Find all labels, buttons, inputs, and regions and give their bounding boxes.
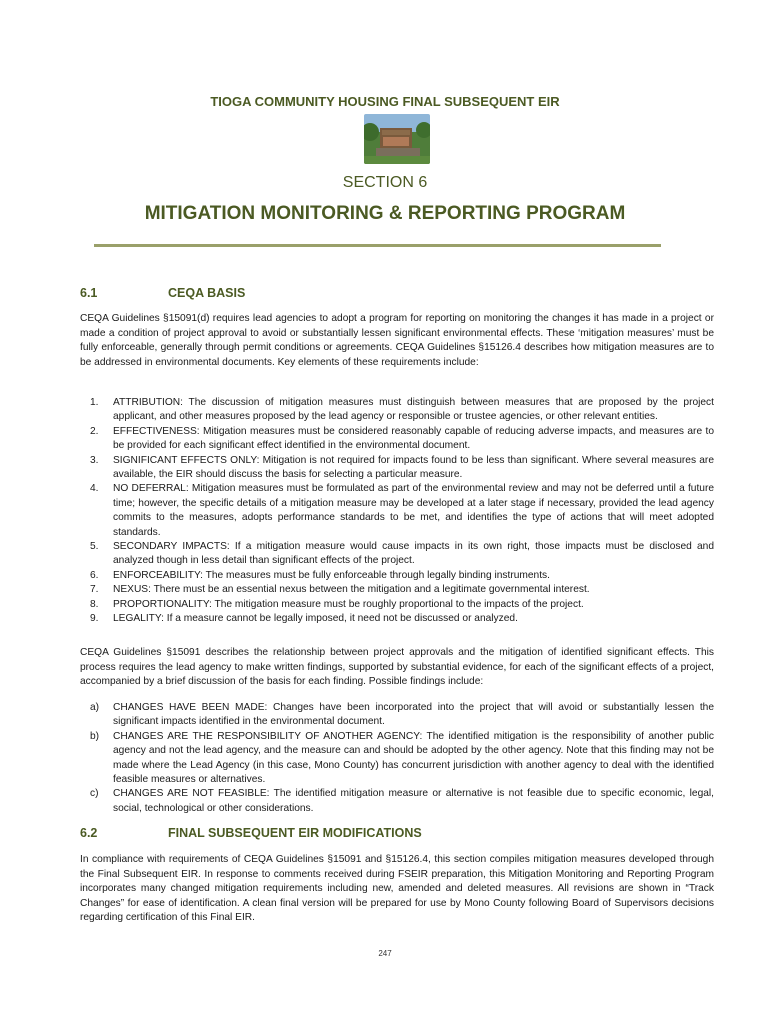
- section-number: 6.2: [80, 826, 98, 840]
- list-item: b) CHANGES ARE THE RESPONSIBILITY OF ANOTHER AGENCY: The identified mitigation is the responsibility of another public agency and not the lead agency, and the measure can and should be adopted by the other agency. Note that this finding may not be made where the Lead Agency (in this case, Mono County) has concurrent jurisdiction with another agency to deal with the identified feasible measures or alternatives.: [90, 730, 714, 786]
- section-title: CEQA BASIS: [168, 286, 246, 300]
- ceqa-basis-intro: CEQA Guidelines §15091(d) requires lead agencies to adopt a program for reporting on monitoring the changes it has made in a project or made a condition of project approval to avoid or substantially lessen significant environmental effects. These ‘mitigation measures’ must be fully enforceable, generally through permit conditions or agreements. CEQA Guidelines §15126.4 describes how mitigation measures are to be addressed in environmental documents. Key elements of these requirements include:: [80, 313, 714, 368]
- list-item: 9. LEGALITY: If a measure cannot be legally imposed, it need not be discussed or analyzed.: [90, 613, 518, 625]
- section-6-2-heading: [80, 826, 422, 840]
- list-item: 7. NEXUS: There must be an essential nexus between the mitigation and a legitimate governmental interest.: [90, 584, 590, 596]
- list-item: a) CHANGES HAVE BEEN MADE: Changes have been incorporated into the project that will avoid or substantially lessen the significant impacts identified in the environmental document.: [90, 702, 714, 728]
- section-title: FINAL SUBSEQUENT EIR MODIFICATIONS: [168, 826, 422, 840]
- list-item: 8. PROPORTIONALITY: The mitigation measure must be roughly proportional to the impacts of the project.: [90, 598, 584, 610]
- list-item: 2. EFFECTIVENESS: Mitigation measures must be considered reasonably capable of reducing adverse impacts, and measures are to be provided for each significant effect identified in the environmental document.: [90, 425, 714, 452]
- page-number: 247: [378, 949, 392, 958]
- mitigation-requirements-list: [80, 396, 714, 627]
- possible-findings-list: [80, 701, 714, 816]
- section-6-1-heading: [80, 286, 245, 300]
- document-title: TIOGA COMMUNITY HOUSING FINAL SUBSEQUENT EIR: [210, 94, 560, 109]
- list-item: 4. NO DEFERRAL: Mitigation measures must be formulated as part of the environmental review and may not be deferred until a future time; however, the specific details of a mitigation measure may be developed at a later stage if necessary, provided the lead agency commits to the measures, adopts performance standards to be met, and identifies the type of actions that will meet adopted standards.: [90, 483, 714, 538]
- list-item: c) CHANGES ARE NOT FEASIBLE: The identified mitigation measure or alternative is not feasible due to specific economic, legal, social, technological or other considerations.: [90, 788, 714, 814]
- section-heading: MITIGATION MONITORING & REPORTING PROGRAM: [144, 203, 626, 224]
- section-label: SECTION 6: [342, 174, 428, 191]
- list-item: 1. ATTRIBUTION: The discussion of mitigation measures must distinguish between measures that are proposed by the project applicant, and other measures proposed by the lead agency or responsible or trustee agencies, or other relevant entities.: [90, 397, 714, 423]
- section-number: 6.1: [80, 286, 98, 300]
- list-item: 6. ENFORCEABILITY: The measures must be fully enforceable through legally binding instruments.: [90, 569, 550, 581]
- cover-photo: [364, 114, 430, 164]
- list-item: 5. SECONDARY IMPACTS: If a mitigation measure would cause impacts in its own right, those impacts must be disclosed and analyzed though in less detail than significant effects of the project.: [90, 541, 714, 567]
- heading-divider: [94, 244, 661, 247]
- list-item: 3. SIGNIFICANT EFFECTS ONLY: Mitigation is not required for impacts found to be less than significant. Where several measures are available, the EIR should discuss the basis for selecting a particular measure.: [90, 454, 714, 481]
- fseir-modifications-text: In compliance with requirements of CEQA Guidelines §15091 and §15126.4, this section compiles mitigation measures developed through the Final Subsequent EIR. In response to comments received during FSEIR preparation, this Mitigation Monitoring and Reporting Program incorporates many changed mitigation requirements including new, amended and deleted measures. All revisions are shown in “Track Changes” for ease of identification. A clean final version will be prepared for use by Mono County following Board of Supervisors decisions regarding certification of this Final EIR.: [80, 854, 714, 923]
- findings-intro: CEQA Guidelines §15091 describes the relationship between project approvals and the mitigation of identified significant effects. This process requires the lead agency to make written findings, supported by substantial evidence, for each of the significant effects of a project, accompanied by a brief discussion of the basis for each finding. Possible findings include:: [80, 647, 714, 687]
